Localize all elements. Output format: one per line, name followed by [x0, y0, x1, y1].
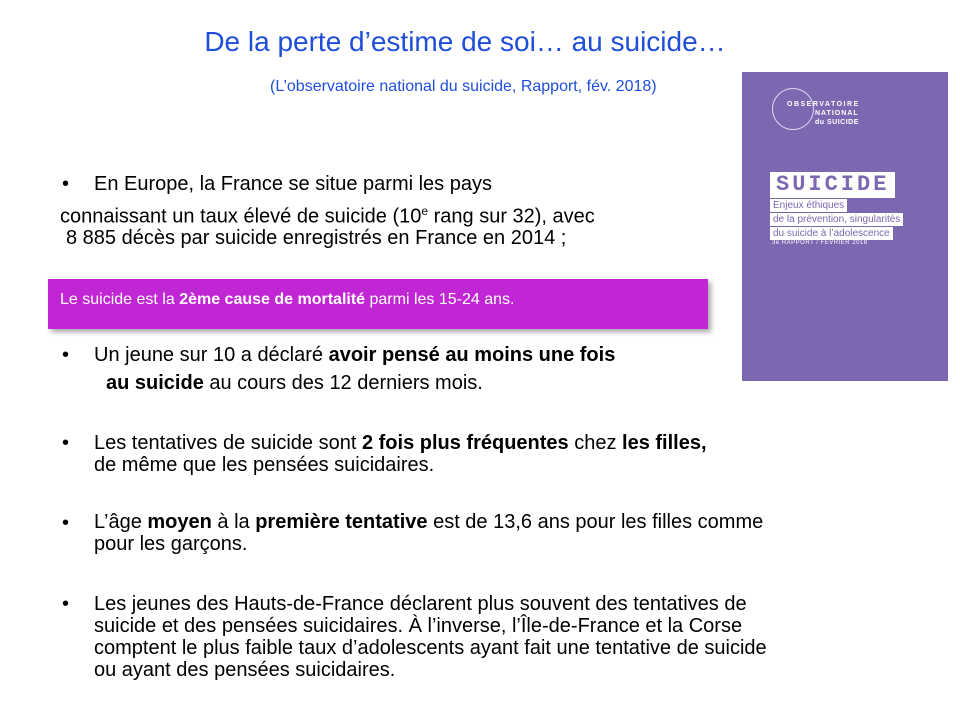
b1-c: au suicide [106, 372, 204, 394]
cover-small-caption: 3e RAPPORT / FÉVRIER 2018 [772, 240, 868, 246]
b3-d: première tentative [255, 511, 428, 533]
b4-line-3: comptent le plus faible taux d’adolescents ayant fait une tentative de suicide [94, 637, 767, 659]
intro-line-3: 8 885 décès par suicide enregistrés en France en 2014 ; [66, 227, 567, 249]
b4-line-2: suicide et des pensées suicidaires. À l’inverse, l’Île-de-France et la Corse [94, 615, 743, 637]
intro-line-2b: rang sur 32), avec [428, 205, 595, 228]
b4-line-1: Les jeunes des Hauts-de-France déclarent plus souvent des tentatives de [94, 593, 747, 615]
cover-brand-line2: NATIONAL [815, 110, 859, 117]
b3-b: moyen [147, 511, 212, 533]
cover-brand-line1: OBSERVATOIRE [787, 101, 860, 108]
b2-c: chez [568, 432, 623, 454]
slide-subtitle: (L’observatoire national du suicide, Rapport, fév. 2018) [270, 78, 657, 95]
highlight-b: 2ème cause de mortalité [179, 291, 366, 308]
highlight-c: parmi les 15-24 ans. [365, 291, 515, 308]
b1-line-1 [94, 342, 615, 369]
b2-line-1 [94, 433, 707, 454]
intro-line-2a: connaissant un taux élevé de suicide (10 [60, 205, 422, 228]
highlight-box [48, 279, 708, 329]
cover-band-3: du suicide à l’adolescence [770, 227, 893, 240]
bullet-icon: • [62, 593, 70, 615]
b2-line-2: de même que les pensées suicidaires. [94, 454, 435, 476]
b1-b: avoir pensé au moins une fois [328, 344, 616, 366]
bullet-icon: • [62, 512, 70, 534]
report-cover-image [742, 72, 948, 381]
b4-line-4: ou ayant des pensées suicidaires. [94, 659, 396, 681]
b3-c: à la [211, 511, 256, 533]
bullet-icon: • [62, 173, 70, 195]
highlight-text [60, 291, 514, 309]
bullet-icon: • [62, 432, 70, 454]
b3-e: est de 13,6 ans pour les filles comme [427, 511, 764, 533]
cover-band-2: de la prévention, singularités [770, 213, 903, 226]
bullet-icon: • [62, 344, 70, 366]
slide-title: De la perte d’estime de soi… au suicide… [204, 26, 726, 57]
b1-d: au cours des 12 derniers mois. [203, 372, 483, 394]
b2-b: 2 fois plus fréquentes [361, 432, 569, 454]
intro-line-1: En Europe, la France se situe parmi les pays [94, 173, 492, 195]
b2-a: Les tentatives de suicide sont [94, 432, 362, 454]
b3-a: L’âge [94, 511, 148, 533]
intro-sup: e [421, 204, 429, 218]
cover-band-1: Enjeux éthiques [770, 199, 847, 212]
b1-line-2 [106, 370, 483, 397]
highlight-a: Le suicide est la [60, 291, 180, 308]
cover-word: SUICIDE [770, 172, 895, 198]
b3-line-1 [94, 512, 763, 533]
b3-line-2: pour les garçons. [94, 533, 248, 555]
cover-brand-line3: du SUICIDE [815, 119, 859, 126]
b2-d: les filles, [622, 432, 707, 454]
b1-a: Un jeune sur 10 a déclaré [94, 344, 329, 366]
cover-brand [787, 100, 860, 127]
